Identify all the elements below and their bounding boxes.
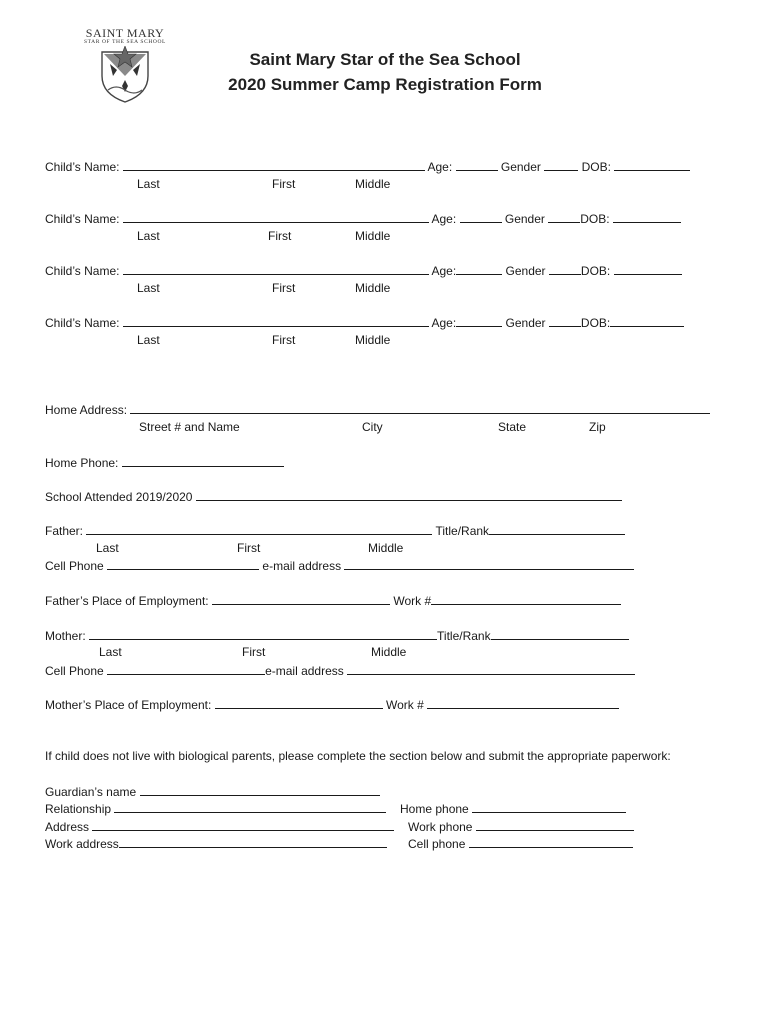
father-work-label: Work # [393, 594, 432, 608]
father-email-field[interactable] [344, 558, 634, 570]
logo-name: SAINT MARY [85, 26, 165, 40]
home-address-field[interactable] [130, 402, 710, 414]
mother-cell-label: Cell Phone [45, 664, 104, 678]
mother-employment-row [45, 697, 619, 712]
first-caption: First [272, 177, 296, 191]
mother-label: Mother: [45, 629, 86, 643]
home-address-label: Home Address: [45, 403, 128, 417]
father-work-field[interactable] [431, 593, 621, 605]
child-name-row-3 [45, 263, 682, 278]
work-address-label: Work address [45, 837, 119, 851]
last-caption: Last [99, 645, 122, 659]
mother-work-field[interactable] [427, 697, 619, 709]
dob-label: DOB: [580, 264, 611, 278]
first-caption: First [272, 333, 296, 347]
guardian-home-phone-field[interactable] [472, 801, 626, 813]
first-caption: First [242, 645, 266, 659]
child-name-row-2 [45, 211, 681, 226]
state-caption: State [498, 420, 527, 434]
gender-field[interactable] [548, 211, 580, 223]
home-phone-label: Home Phone: [45, 456, 119, 470]
gender-label: Gender [504, 212, 545, 226]
middle-caption: Middle [355, 177, 391, 191]
mother-employment-label: Mother’s Place of Employment: [45, 698, 212, 712]
child-name-label: Child’s Name: [45, 160, 120, 174]
work-address-field[interactable] [119, 836, 387, 848]
guardian-cell-phone-field[interactable] [469, 836, 633, 848]
relationship-field[interactable] [114, 801, 386, 813]
father-employment-label: Father’s Place of Employment: [45, 594, 209, 608]
relationship-row [45, 801, 386, 816]
guardian-name-field[interactable] [140, 784, 380, 796]
relationship-label: Relationship [45, 802, 112, 816]
guardian-address-label: Address [45, 820, 90, 834]
home-address-row [45, 402, 710, 417]
dob-field[interactable] [614, 263, 682, 275]
mother-work-label: Work # [385, 698, 424, 712]
child-name-field[interactable] [123, 263, 429, 275]
dob-field[interactable] [613, 211, 681, 223]
child-name-label: Child’s Name: [45, 316, 120, 330]
guardian-notice: If child does not live with biological parents, please complete the section below and submit the appropriate paperwork: [45, 749, 671, 763]
dob-label: DOB: [580, 316, 611, 330]
father-employment-row [45, 593, 621, 608]
father-title-label: Title/Rank [435, 524, 490, 538]
first-caption: First [272, 281, 296, 295]
gender-field[interactable] [544, 159, 578, 171]
first-caption: First [268, 229, 292, 243]
last-caption: Last [137, 333, 160, 347]
middle-caption: Middle [355, 281, 391, 295]
shield-star-icon [98, 46, 152, 104]
home-phone-row [45, 455, 284, 470]
age-field[interactable] [456, 315, 502, 327]
child-name-field[interactable] [123, 211, 429, 223]
guardian-work-phone-row [408, 819, 634, 834]
father-employment-field[interactable] [212, 593, 390, 605]
gender-label: Gender [505, 264, 546, 278]
mother-row [45, 628, 629, 643]
middle-caption: Middle [371, 645, 407, 659]
child-name-label: Child’s Name: [45, 264, 120, 278]
child-name-row-1 [45, 159, 690, 174]
father-cell-label: Cell Phone [45, 559, 104, 573]
last-caption: Last [137, 229, 160, 243]
child-name-label: Child’s Name: [45, 212, 120, 226]
middle-caption: Middle [355, 229, 391, 243]
father-name-field[interactable] [86, 523, 432, 535]
gender-label: Gender [500, 160, 541, 174]
guardian-cell-phone-row [408, 836, 633, 851]
age-field[interactable] [456, 159, 498, 171]
guardian-name-row [45, 784, 380, 799]
dob-label: DOB: [581, 160, 611, 174]
work-address-row [45, 836, 387, 851]
father-label: Father: [45, 524, 84, 538]
age-label: Age: [431, 264, 457, 278]
dob-field[interactable] [614, 159, 690, 171]
street-caption: Street # and Name [139, 420, 240, 434]
form-title: Saint Mary Star of the Sea School [249, 50, 521, 69]
gender-label: Gender [505, 316, 546, 330]
father-title-field[interactable] [489, 523, 625, 535]
last-caption: Last [96, 541, 119, 555]
guardian-work-phone-label: Work phone [408, 820, 473, 834]
father-cell-row [45, 558, 634, 573]
child-name-field[interactable] [123, 159, 425, 171]
school-attended-field[interactable] [196, 489, 622, 501]
guardian-name-label: Guardian’s name [45, 785, 137, 799]
gender-field[interactable] [549, 263, 581, 275]
first-caption: First [237, 541, 261, 555]
last-caption: Last [137, 281, 160, 295]
gender-field[interactable] [549, 315, 581, 327]
last-caption: Last [137, 177, 160, 191]
city-caption: City [362, 420, 383, 434]
father-cell-field[interactable] [107, 558, 259, 570]
age-label: Age: [427, 160, 453, 174]
guardian-cell-phone-label: Cell phone [408, 837, 466, 851]
guardian-work-phone-field[interactable] [476, 819, 634, 831]
child-name-row-4 [45, 315, 684, 330]
middle-caption: Middle [355, 333, 391, 347]
age-field[interactable] [456, 263, 502, 275]
home-phone-field[interactable] [122, 455, 284, 467]
mother-title-label: Title/Rank [437, 629, 491, 643]
age-label: Age: [431, 316, 457, 330]
mother-cell-field[interactable] [107, 663, 265, 675]
guardian-home-phone-label: Home phone [400, 802, 469, 816]
guardian-address-field[interactable] [92, 819, 394, 831]
age-field[interactable] [460, 211, 502, 223]
father-email-label: e-mail address [262, 559, 342, 573]
zip-caption: Zip [589, 420, 606, 434]
school-attended-row [45, 489, 622, 504]
school-logo [80, 26, 170, 116]
guardian-address-row [45, 819, 394, 834]
child-name-field[interactable] [123, 315, 429, 327]
logo-subtitle: STAR OF THE SEA SCHOOL [83, 39, 167, 45]
age-label: Age: [431, 212, 457, 226]
father-row [45, 523, 625, 538]
guardian-home-phone-row [400, 801, 626, 816]
dob-field[interactable] [610, 315, 684, 327]
school-attended-label: School Attended 2019/2020 [45, 490, 193, 504]
mother-employment-field[interactable] [215, 697, 383, 709]
mother-email-label: e-mail address [265, 664, 344, 678]
form-subtitle: 2020 Summer Camp Registration Form [228, 75, 542, 94]
mother-name-field[interactable] [89, 628, 437, 640]
mother-email-field[interactable] [347, 663, 635, 675]
middle-caption: Middle [368, 541, 404, 555]
mother-title-field[interactable] [491, 628, 629, 640]
dob-label: DOB: [580, 212, 610, 226]
mother-cell-row [45, 663, 635, 678]
